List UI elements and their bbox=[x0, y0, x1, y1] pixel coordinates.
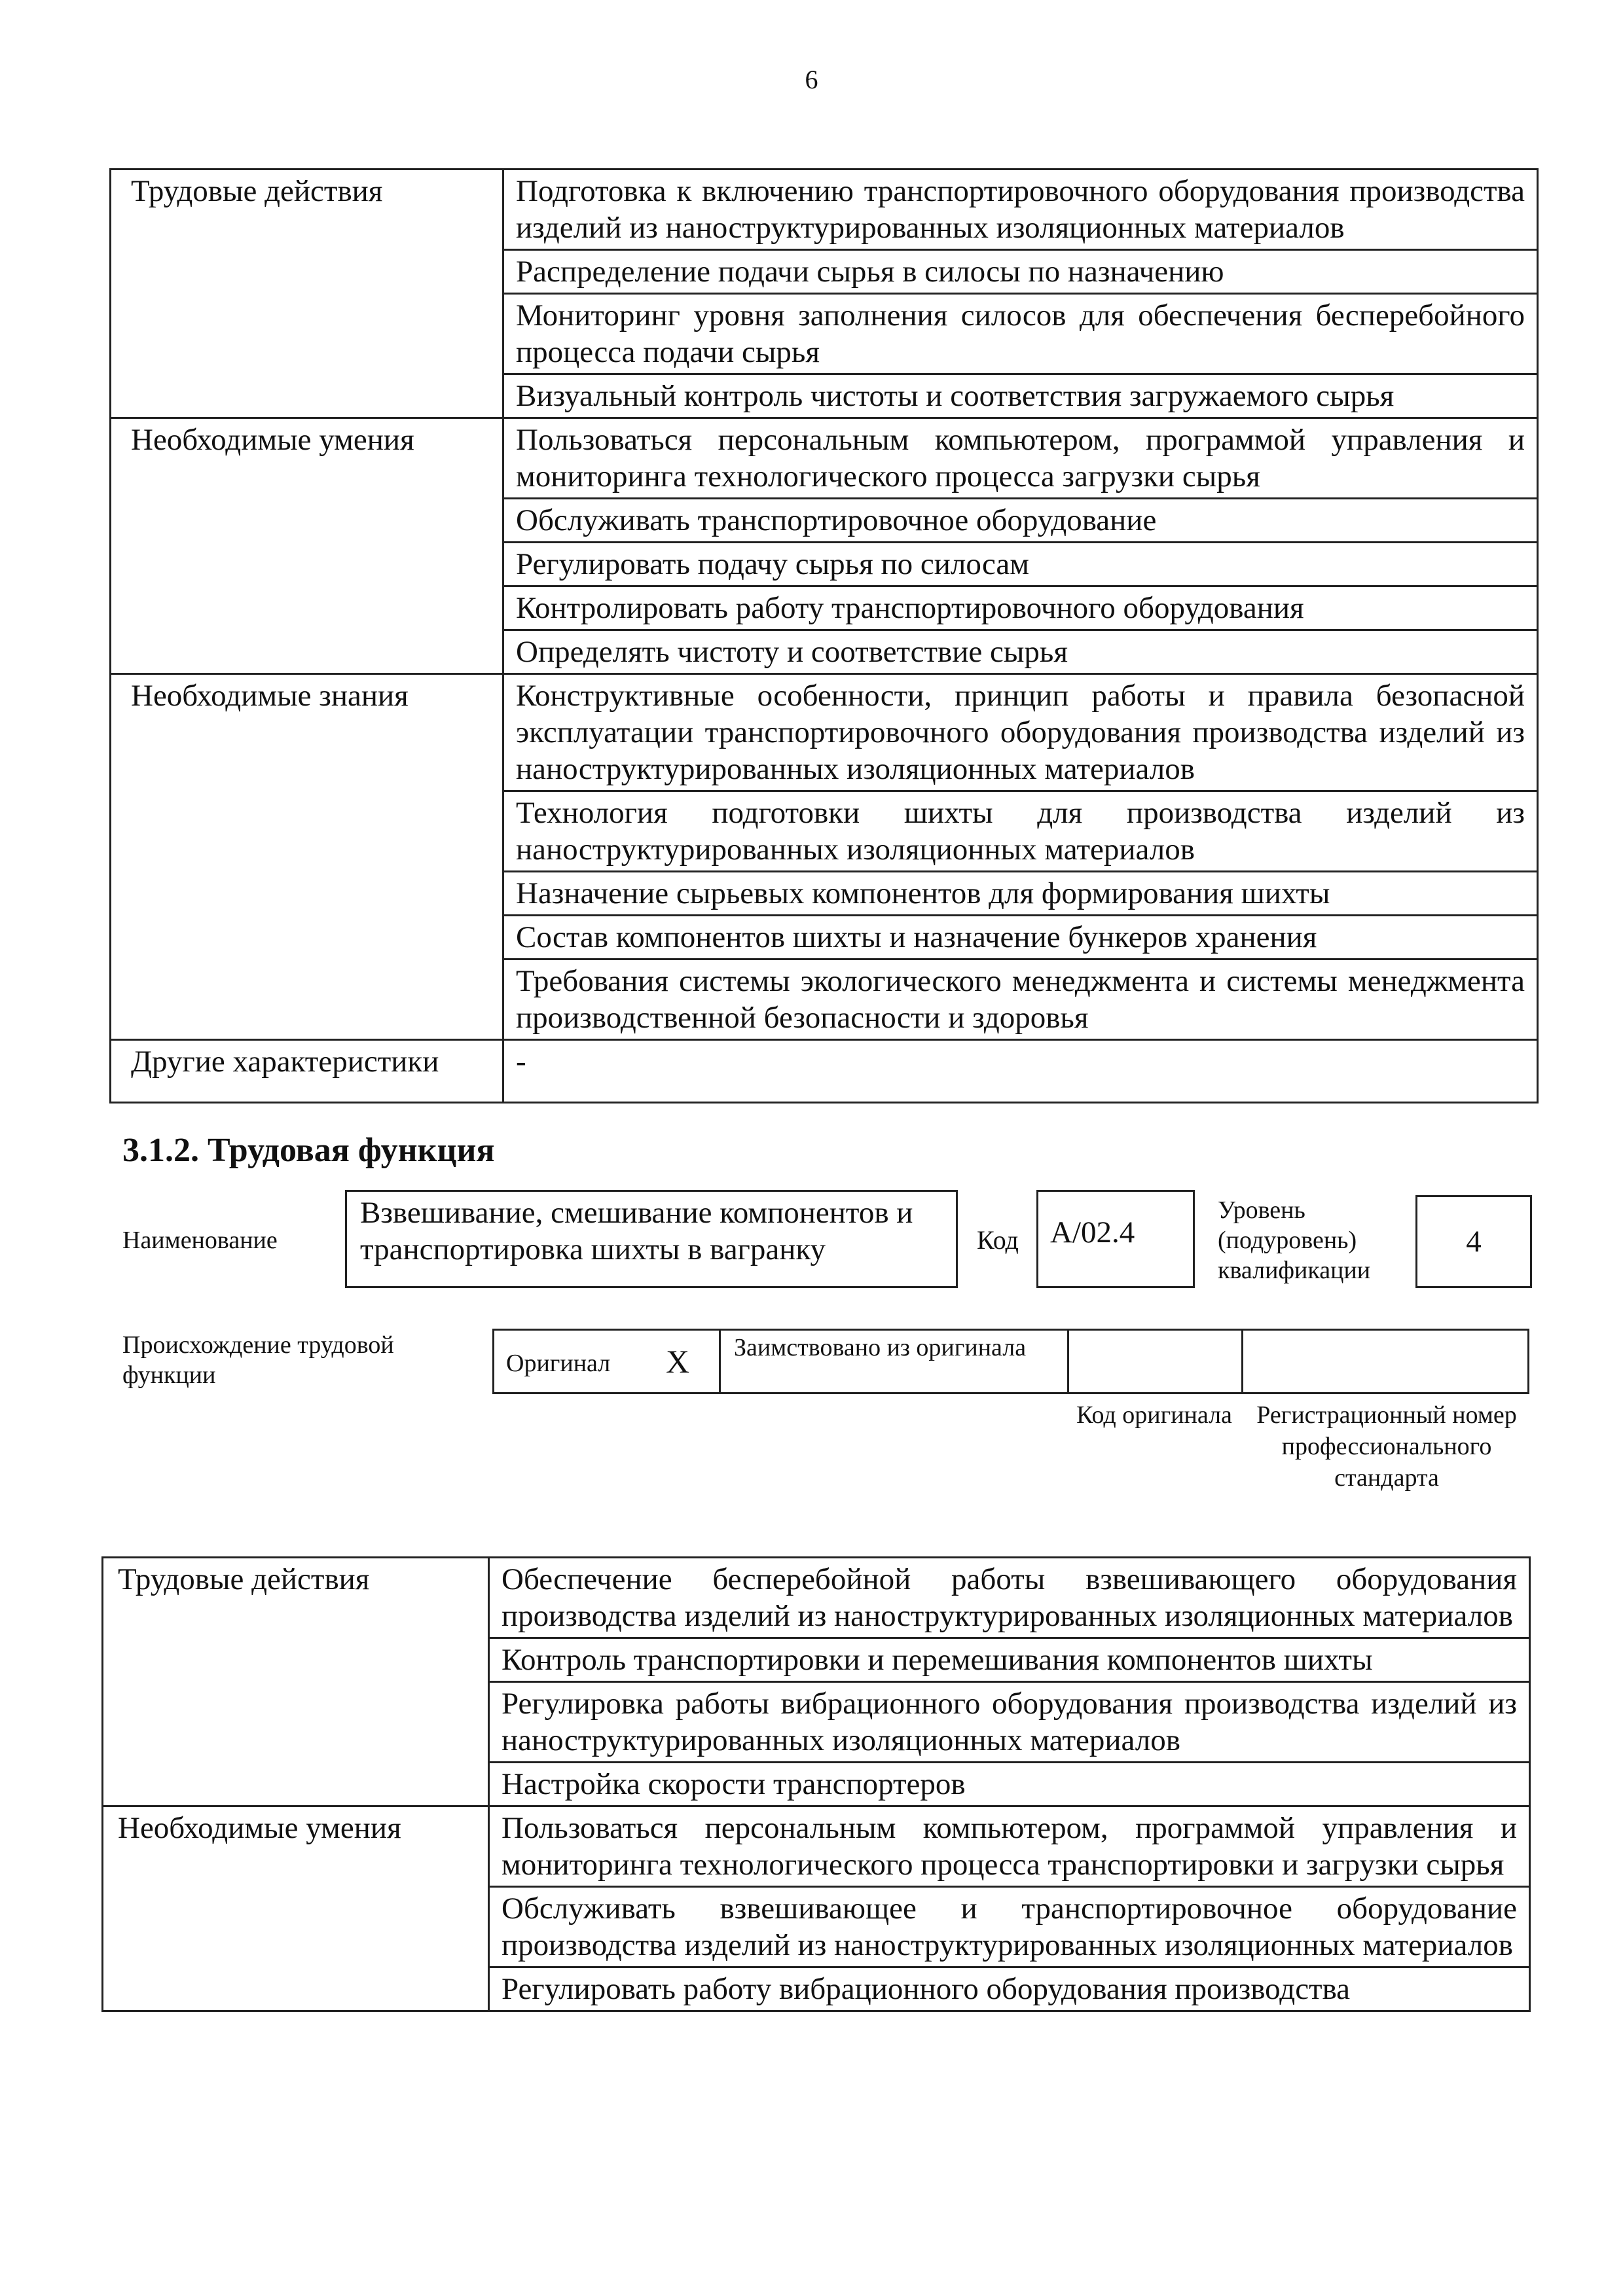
table-cell: Настройка скорости транспортеров bbox=[489, 1763, 1530, 1806]
level-label: Уровень (подуровень) квалификации bbox=[1218, 1196, 1371, 1284]
table-row bbox=[103, 1558, 1530, 1638]
caption-original-code: Код оригинала bbox=[1076, 1401, 1232, 1429]
original-code-cell bbox=[1069, 1331, 1243, 1392]
table-cell: Определять чистоту и соответствие сырья bbox=[503, 630, 1538, 674]
borrowed-cell bbox=[721, 1331, 1069, 1392]
row-label: Другие характеристики bbox=[111, 1040, 503, 1103]
row-label: Трудовые действия bbox=[103, 1558, 489, 1806]
table-row bbox=[111, 674, 1538, 791]
table-cell: Пользоваться персональным компьютером, программой управления и мониторинга технологического процесса загрузки сырья bbox=[503, 418, 1538, 499]
table-cell: Регулировать подачу сырья по силосам bbox=[503, 543, 1538, 586]
table-cell: - bbox=[503, 1040, 1538, 1103]
row-label: Необходимые знания bbox=[111, 674, 503, 1040]
table-cell: Регулировать работу вибрационного оборудования производства bbox=[489, 1967, 1530, 2011]
original-mark: X bbox=[666, 1343, 690, 1380]
table-cell: Обслуживать взвешивающее и транспортировочное оборудование производства изделий из наноструктурированных изоляционных материалов bbox=[489, 1887, 1530, 1967]
table-cell: Контролировать работу транспортировочного оборудования bbox=[503, 586, 1538, 630]
section-title: 3.1.2. Трудовая функция bbox=[122, 1132, 495, 1169]
table-cell: Регулировка работы вибрационного оборудования производства изделий из наноструктурированных изоляционных материалов bbox=[489, 1682, 1530, 1763]
name-value-box bbox=[345, 1190, 958, 1288]
code-label: Код bbox=[977, 1225, 1019, 1255]
row-label: Необходимые умения bbox=[111, 418, 503, 674]
name-value: Взвешивание, смешивание компонентов и транспортировка шихты в вагранку bbox=[360, 1196, 913, 1266]
table-cell: Конструктивные особенности, принцип работы и правила безопасной эксплуатации транспортировочного оборудования производства изделий из наноструктурированных изоляционных материалов bbox=[503, 674, 1538, 791]
row-label: Трудовые действия bbox=[111, 170, 503, 418]
table-cell: Обслуживать транспортировочное оборудование bbox=[503, 499, 1538, 543]
name-label: Наименование bbox=[122, 1227, 278, 1254]
table-cell: Мониторинг уровня заполнения силосов для обеспечения бесперебойного процесса подачи сырья bbox=[503, 294, 1538, 374]
level-value-box bbox=[1415, 1195, 1532, 1288]
table-cell: Контроль транспортировки и перемешивания компонентов шихты bbox=[489, 1638, 1530, 1682]
original-label: Оригинал bbox=[506, 1350, 611, 1377]
table-cell: Визуальный контроль чистоты и соответствия загружаемого сырья bbox=[503, 374, 1538, 418]
table-cell: Распределение подачи сырья в силосы по назначению bbox=[503, 250, 1538, 294]
code-value: А/02.4 bbox=[1050, 1215, 1135, 1249]
competency-table-1 bbox=[109, 168, 1539, 1103]
table-cell: Пользоваться персональным компьютером, программой управления и мониторинга технологического процесса транспортировки и загрузки сырья bbox=[489, 1806, 1530, 1887]
competency-table-2 bbox=[101, 1556, 1531, 2012]
table-row bbox=[111, 1040, 1538, 1103]
table-row bbox=[111, 170, 1538, 250]
original-cell bbox=[494, 1331, 721, 1392]
page-number: 6 bbox=[805, 65, 818, 94]
table-row bbox=[111, 418, 1538, 499]
table-cell: Назначение сырьевых компонентов для формирования шихты bbox=[503, 872, 1538, 916]
row-label: Необходимые умения bbox=[103, 1806, 489, 2011]
table-cell: Обеспечение бесперебойной работы взвешивающего оборудования производства изделий из наноструктурированных изоляционных материалов bbox=[489, 1558, 1530, 1638]
table-cell: Требования системы экологического менеджмента и системы менеджмента производственной безопасности и здоровья bbox=[503, 960, 1538, 1040]
borrowed-label: Заимствовано из оригинала bbox=[734, 1334, 1027, 1361]
origin-table bbox=[492, 1329, 1529, 1394]
table-cell: Состав компонентов шихты и назначение бункеров хранения bbox=[503, 916, 1538, 960]
table-cell: Технология подготовки шихты для производства изделий из наноструктурированных изоляционных материалов bbox=[503, 791, 1538, 872]
origin-label: Происхождение трудовой функции bbox=[122, 1331, 394, 1389]
table-row bbox=[103, 1806, 1530, 1887]
registration-number-cell bbox=[1243, 1331, 1527, 1392]
table-cell: Подготовка к включению транспортировочного оборудования производства изделий из наноструктурированных изоляционных материалов bbox=[503, 170, 1538, 250]
caption-registration-number: Регистрационный номер профессионального стандарта bbox=[1256, 1401, 1517, 1492]
code-value-box bbox=[1036, 1190, 1195, 1288]
level-value: 4 bbox=[1466, 1225, 1482, 1259]
